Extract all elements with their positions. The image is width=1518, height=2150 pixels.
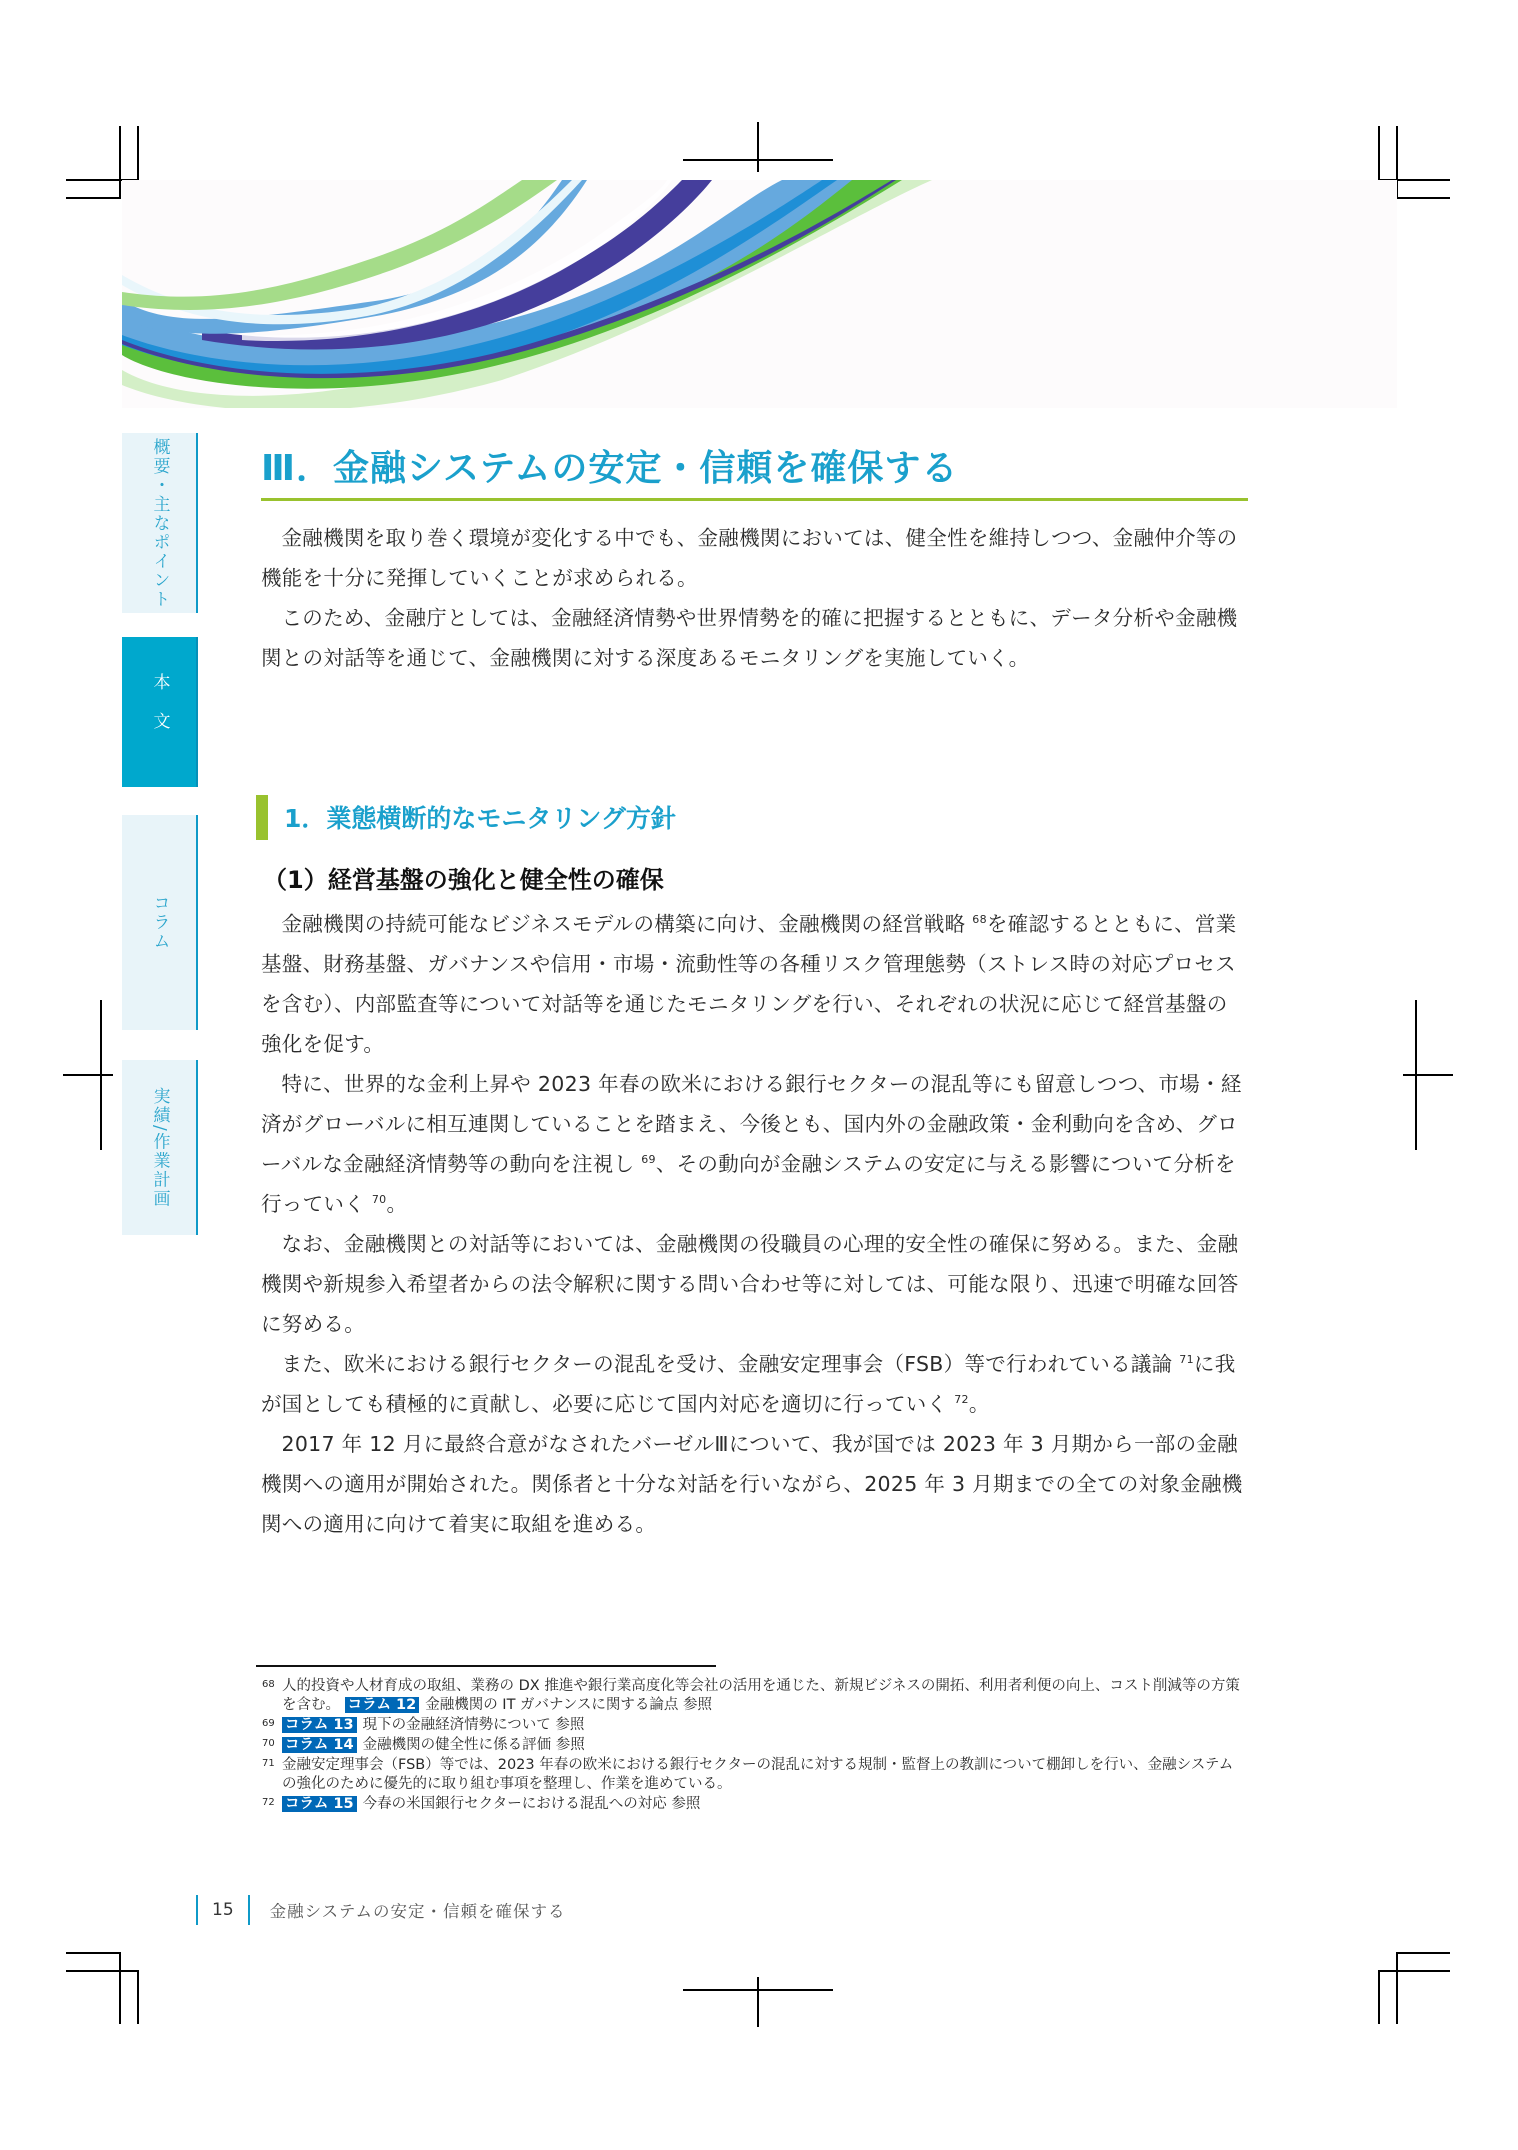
footnote-number: 71 (262, 1758, 275, 1769)
subsection-title: （1）経営基盤の強化と健全性の確保 (263, 866, 664, 894)
sidebar-tab-overview[interactable] (122, 433, 198, 613)
footnote-divider (256, 1665, 716, 1667)
page-footer (196, 1895, 566, 1925)
sidebar-tab-main-text[interactable] (122, 637, 198, 787)
footnote-number: 72 (262, 1797, 275, 1808)
wave-decoration-icon (122, 180, 1397, 408)
sidebar-tab-label: コラム (149, 894, 170, 951)
column-tag[interactable]: コラム 12 (345, 1697, 420, 1713)
footnote-item: 68 人的投資や人材育成の取組、業務の DX 推進や銀行業高度化等会社の活用を通じた、新規ビジネスの開拓、利用者利便の向上、コスト削減等の方策を含む。 コラム 12 金融機関の IT ガバナンスに関する論点 参照 (262, 1677, 1247, 1715)
footnotes (262, 1677, 1247, 1815)
intro-paragraph: このため、金融庁としては、金融経済情勢や世界情勢を的確に把握するとともに、データ分析や金融機関との対話等を通じて、金融機関に対する深度あるモニタリングを実施していく。 (261, 606, 1238, 670)
footnote-item: 69 コラム 13 現下の金融経済情勢について 参照 (262, 1716, 1247, 1735)
sidebar-tab-label: 実績/作業計画 (149, 1086, 170, 1209)
footnote-number: 68 (262, 1679, 275, 1690)
body-paragraph: 2017 年 12 月に最終合意がなされたバーゼルⅢについて、我が国では 2023 年 3 月期から一部の金融機関への適用が開始された。関係者と十分な対話を行いながら、2025 年 3 月期までの全ての対象金融機関への適用に向けて着実に取組を進める。 (261, 1432, 1243, 1536)
section-body (261, 904, 1248, 1544)
body-paragraph: 金融機関の持続可能なビジネスモデルの構築に向け、金融機関の経営戦略 $^{68}$を確認するとともに、営業基盤、財務基盤、ガバナンスや信用・市場・流動性等の各種リスク管理態勢（ストレス時の対応プロセスを含む）、内部監査等について対話等を通じたモニタリングを行い、それぞれの状況に応じて経営基盤の強化を促す。 (261, 912, 1237, 1056)
sidebar-tab-results-plan[interactable] (122, 1060, 198, 1235)
sidebar-tab-column[interactable] (122, 815, 198, 1030)
footnote-ref[interactable]: 68 (972, 913, 987, 927)
footnote-number: 70 (262, 1738, 275, 1749)
chapter-title: Ⅲ．金融システムの安定・信頼を確保する (261, 448, 959, 489)
running-title: 金融システムの安定・信頼を確保する (269, 1902, 566, 1921)
footnote-number: 69 (262, 1718, 275, 1729)
column-tag[interactable]: コラム 15 (282, 1796, 357, 1812)
footnote-item: 71 金融安定理事会（FSB）等では、2023 年春の欧米における銀行セクターの混乱に対する規制・監督上の教訓について棚卸しを行い、金融システムの強化のために優先的に取り組む事項を整理し、作業を進めている。 (262, 1756, 1247, 1794)
footnote-ref[interactable]: 69 (641, 1153, 656, 1167)
title-underline (261, 498, 1248, 501)
body-paragraph: また、欧米における銀行セクターの混乱を受け、金融安定理事会（FSB）等で行われている議論 $^{71}$に我が国としても積極的に貢献し、必要に応じて国内対応を適切に行っていく $^{72}$。 (261, 1352, 1236, 1416)
footnote-ref[interactable]: 70 (371, 1193, 387, 1207)
section-accent-bar (256, 795, 268, 840)
chapter-intro (261, 518, 1248, 678)
column-tag[interactable]: コラム 13 (282, 1717, 357, 1733)
footnote-ref[interactable]: 72 (954, 1393, 969, 1407)
body-paragraph: 特に、世界的な金利上昇や 2023 年春の欧米における銀行セクターの混乱等にも留意しつつ、市場・経済がグローバルに相互連関していることを踏まえ、今後とも、国内外の金融政策・金利動向を含め、グローバルな金融経済情勢等の動向を注視し $^{69}$、その動向が金融システムの安定に与える影響について分析を行っていく $^{70}$。 (261, 1072, 1242, 1216)
footnote-item: 72 コラム 15 今春の米国銀行セクターにおける混乱への対応 参照 (262, 1795, 1247, 1814)
page-number: 15 (212, 1900, 234, 1920)
footnote-item: 70 コラム 14 金融機関の健全性に係る評価 参照 (262, 1736, 1247, 1755)
sidebar-tab-label: 概要・主なポイント (149, 437, 170, 609)
sidebar-tab-label: 本文 (149, 673, 170, 751)
section-title: 1．業態横断的なモニタリング方針 (284, 804, 676, 833)
intro-paragraph: 金融機関を取り巻く環境が変化する中でも、金融機関においては、健全性を維持しつつ、金融仲介等の機能を十分に発揮していくことが求められる。 (261, 526, 1238, 590)
body-paragraph: なお、金融機関との対話等においては、金融機関の役職員の心理的安全性の確保に努める。また、金融機関や新規参入希望者からの法令解釈に関する問い合わせ等に対しては、可能な限り、迅速で明確な回答に努める。 (261, 1232, 1239, 1336)
footnote-ref[interactable]: 71 (1179, 1353, 1194, 1367)
header-banner (122, 180, 1397, 408)
column-tag[interactable]: コラム 14 (282, 1737, 357, 1753)
